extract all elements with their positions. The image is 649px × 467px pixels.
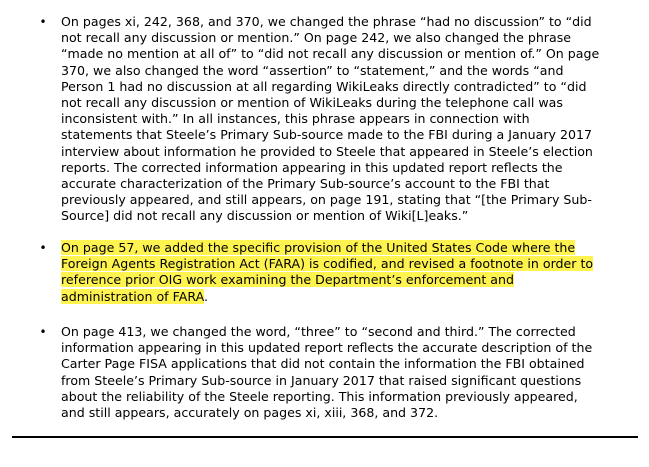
- list-item: [39, 324, 641, 421]
- list-item: [39, 14, 641, 225]
- bullet-icon: •: [39, 325, 47, 339]
- correction-text: [61, 240, 641, 305]
- bullet-icon: •: [39, 241, 47, 255]
- footer-rule: [12, 436, 638, 438]
- correction-text: On pages xi, 242, 368, and 370, we changed the phrase “had no discussion” to “did not recall any discussion or mention.” On page 242, we also changed the phrase “made no mention at all of” to “did not recall any discussion or mention of.” On page 370, we also changed the word “assertion” to “statement,” and the words “and Person 1 had no discussion at all regarding WikiLeaks directly contradicted” to “did not recall any discussion or mention of WikiLeaks during the telephone call was inconsistent with.” In all instances, this phrase appears in connection with statements that Steele’s Primary Sub-source made to the FBI during a January 2017 interview about information he provided to Steele that appeared in Steele’s election reports. The corrected information appearing in this updated report reflects the accurate characterization of the Primary Sub-source’s account to the FBI that previously appeared, and still appears, on page 191, stating that “[the Primary Sub- Source] did not recall any discussion or mention of Wiki[L]eaks.”: [61, 14, 600, 224]
- list-item: [39, 240, 641, 305]
- highlighted-text: On page 57, we added the specific provision of the United States Code where the Foreign Agents Registration Act (FARA) is codified, and revised a footnote in order to reference prior OIG work examining the Department’s enforcement and administration of FARA: [61, 240, 594, 304]
- trailing-period: .: [203, 288, 208, 304]
- correction-text: On page 413, we changed the word, “three” to “second and third.” The corrected information appearing in this updated report reflects the accurate description of the Carter Page FISA applications that did not contain the information the FBI obtained from Steele’s Primary Sub-source in January 2017 that raised significant questions about the reliability of the Steele reporting. This information previously appeared, and still appears, accurately on pages xi, xiii, 368, and 372.: [61, 324, 593, 421]
- bullet-icon: •: [39, 15, 47, 29]
